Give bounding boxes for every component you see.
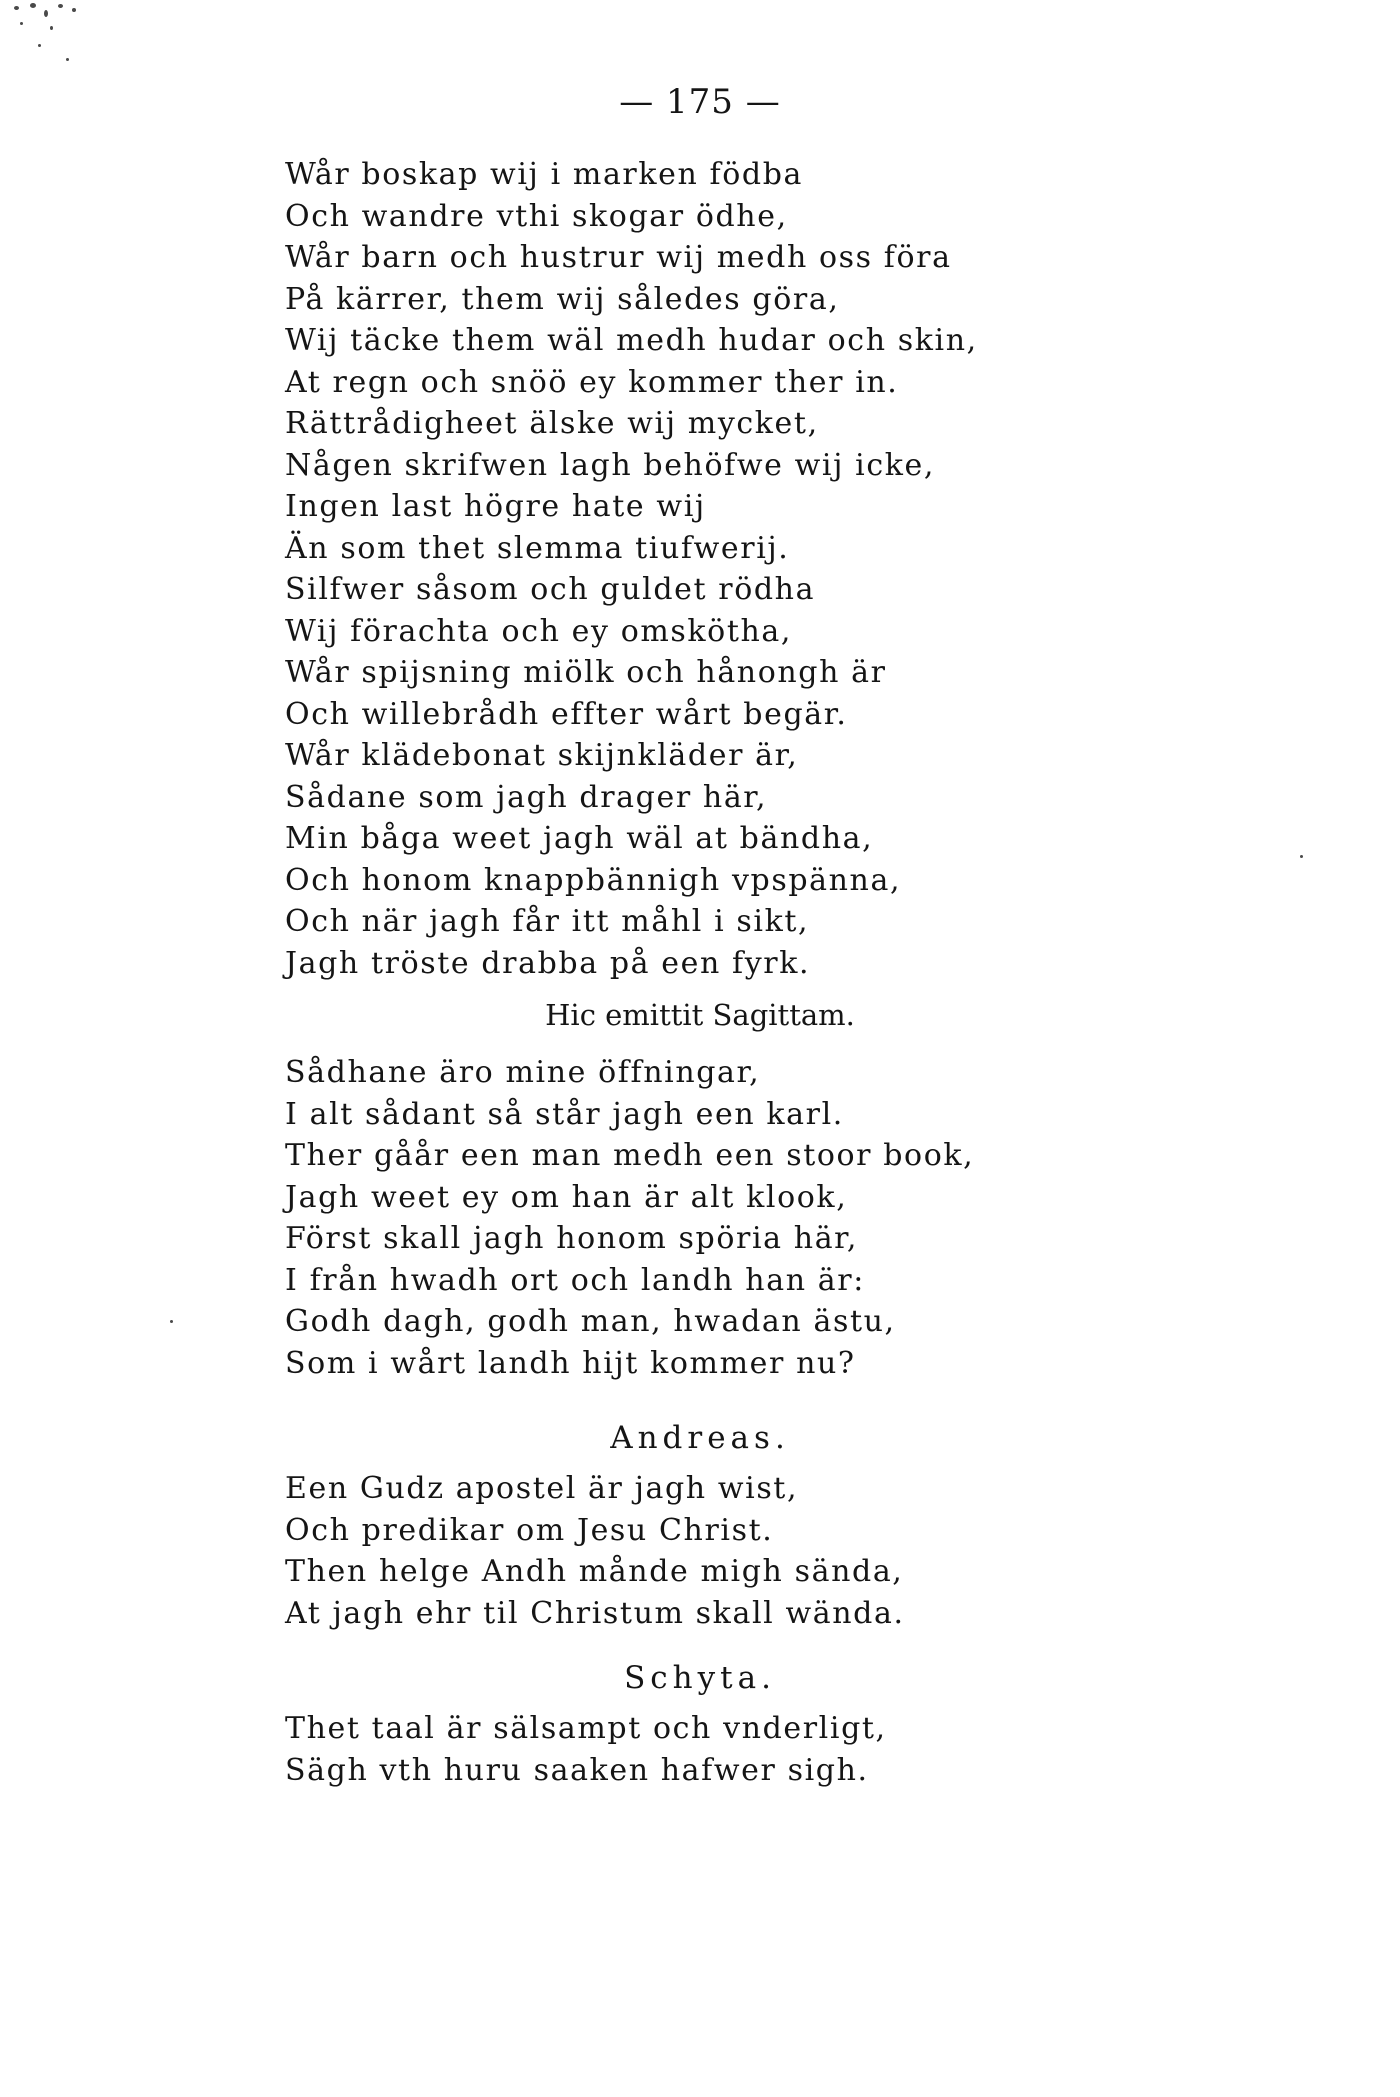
verse-line: Först skall jagh honom spöria här, — [285, 1221, 858, 1256]
verse-line: På kärrer, them wij således göra, — [285, 281, 840, 317]
verse-line: Som i wårt landh hijt kommer nu? — [285, 1345, 856, 1381]
verse-line: Ther gåår een man medh een stoor book, — [285, 1138, 975, 1173]
verse-line: Min båga weet jagh wäl at bändha, — [285, 821, 874, 856]
verse-line: Een Gudz apostel är jagh wist, — [285, 1471, 799, 1506]
verse-line: Wår boskap wij i marken födba — [285, 157, 804, 192]
verse-line: Wij täcke them wäl medh hudar och skin, — [285, 323, 978, 358]
verse-line: Sådane som jagh drager här, — [285, 779, 768, 815]
scan-speck — [38, 44, 41, 47]
page-number: — 175 — — [619, 82, 781, 122]
scan-speck — [44, 10, 48, 17]
verse-line: Jagh tröste drabba på een fyrk. — [285, 945, 811, 981]
scan-speck — [14, 6, 19, 10]
verse-line: Wår klädebonat skijnkläder är, — [285, 738, 799, 773]
verse-line: Wår barn och hustrur wij medh oss föra — [285, 240, 952, 275]
scan-speck — [1300, 855, 1303, 858]
verse-line: Then helge Andh månde migh sända, — [285, 1554, 904, 1589]
verse-line: At jagh ehr til Christum skall wända. — [285, 1595, 905, 1631]
scan-speck — [30, 3, 36, 8]
verse-line: I alt sådant så står jagh een karl. — [285, 1096, 844, 1132]
verse-line: Sägh vth huru saaken hafwer sigh. — [285, 1752, 869, 1788]
scan-speck — [58, 4, 63, 8]
verse-line: Och predikar om Jesu Christ. — [285, 1512, 774, 1548]
speaker-andreas: Andreas. — [610, 1420, 790, 1456]
stage-direction: Hic emittit Sagittam. — [545, 998, 855, 1032]
verse-line: Silfwer såsom och guldet rödha — [285, 572, 816, 607]
verse-line: Och wandre vthi skogar ödhe, — [285, 198, 788, 234]
verse-stanza-2 — [285, 1052, 1105, 1384]
scan-speck — [50, 26, 53, 30]
verse-stanza-1 — [285, 154, 1105, 984]
verse-line: Ingen last högre hate wij — [285, 489, 706, 524]
scan-speck — [72, 8, 76, 12]
verse-line: Någen skrifwen lagh behöfwe wij icke, — [285, 447, 935, 483]
verse-stanza-3 — [285, 1468, 1105, 1634]
verse-line: Wår spijsning miölk och hånongh är — [285, 655, 887, 690]
verse-line: Thet taal är sälsampt och vnderligt, — [285, 1711, 887, 1746]
scan-speck — [170, 1320, 173, 1323]
scan-speck — [66, 58, 69, 61]
verse-line: Sådhane äro mine öffningar, — [285, 1055, 761, 1090]
verse-line: Och willebrådh effter wårt begär. — [285, 696, 848, 732]
verse-line: Än som thet slemma tiufwerij. — [285, 530, 790, 566]
verse-line: At regn och snöö ey kommer ther in. — [285, 364, 899, 400]
verse-line: Godh dagh, godh man, hwadan ästu, — [285, 1304, 896, 1339]
verse-line: I från hwadh ort och landh han är: — [285, 1262, 865, 1298]
verse-line: Och honom knappbännigh vpspänna, — [285, 862, 902, 898]
verse-line: Och när jagh får itt måhl i sikt, — [285, 904, 810, 939]
verse-line: Wij förachta och ey omskötha, — [285, 613, 793, 649]
scan-speck — [20, 22, 23, 25]
verse-stanza-4 — [285, 1708, 1105, 1791]
verse-line: Jagh weet ey om han är alt klook, — [285, 1179, 848, 1215]
verse-line: Rättrådigheet älske wij mycket, — [285, 406, 819, 441]
speaker-schyta: Schyta. — [624, 1660, 776, 1696]
